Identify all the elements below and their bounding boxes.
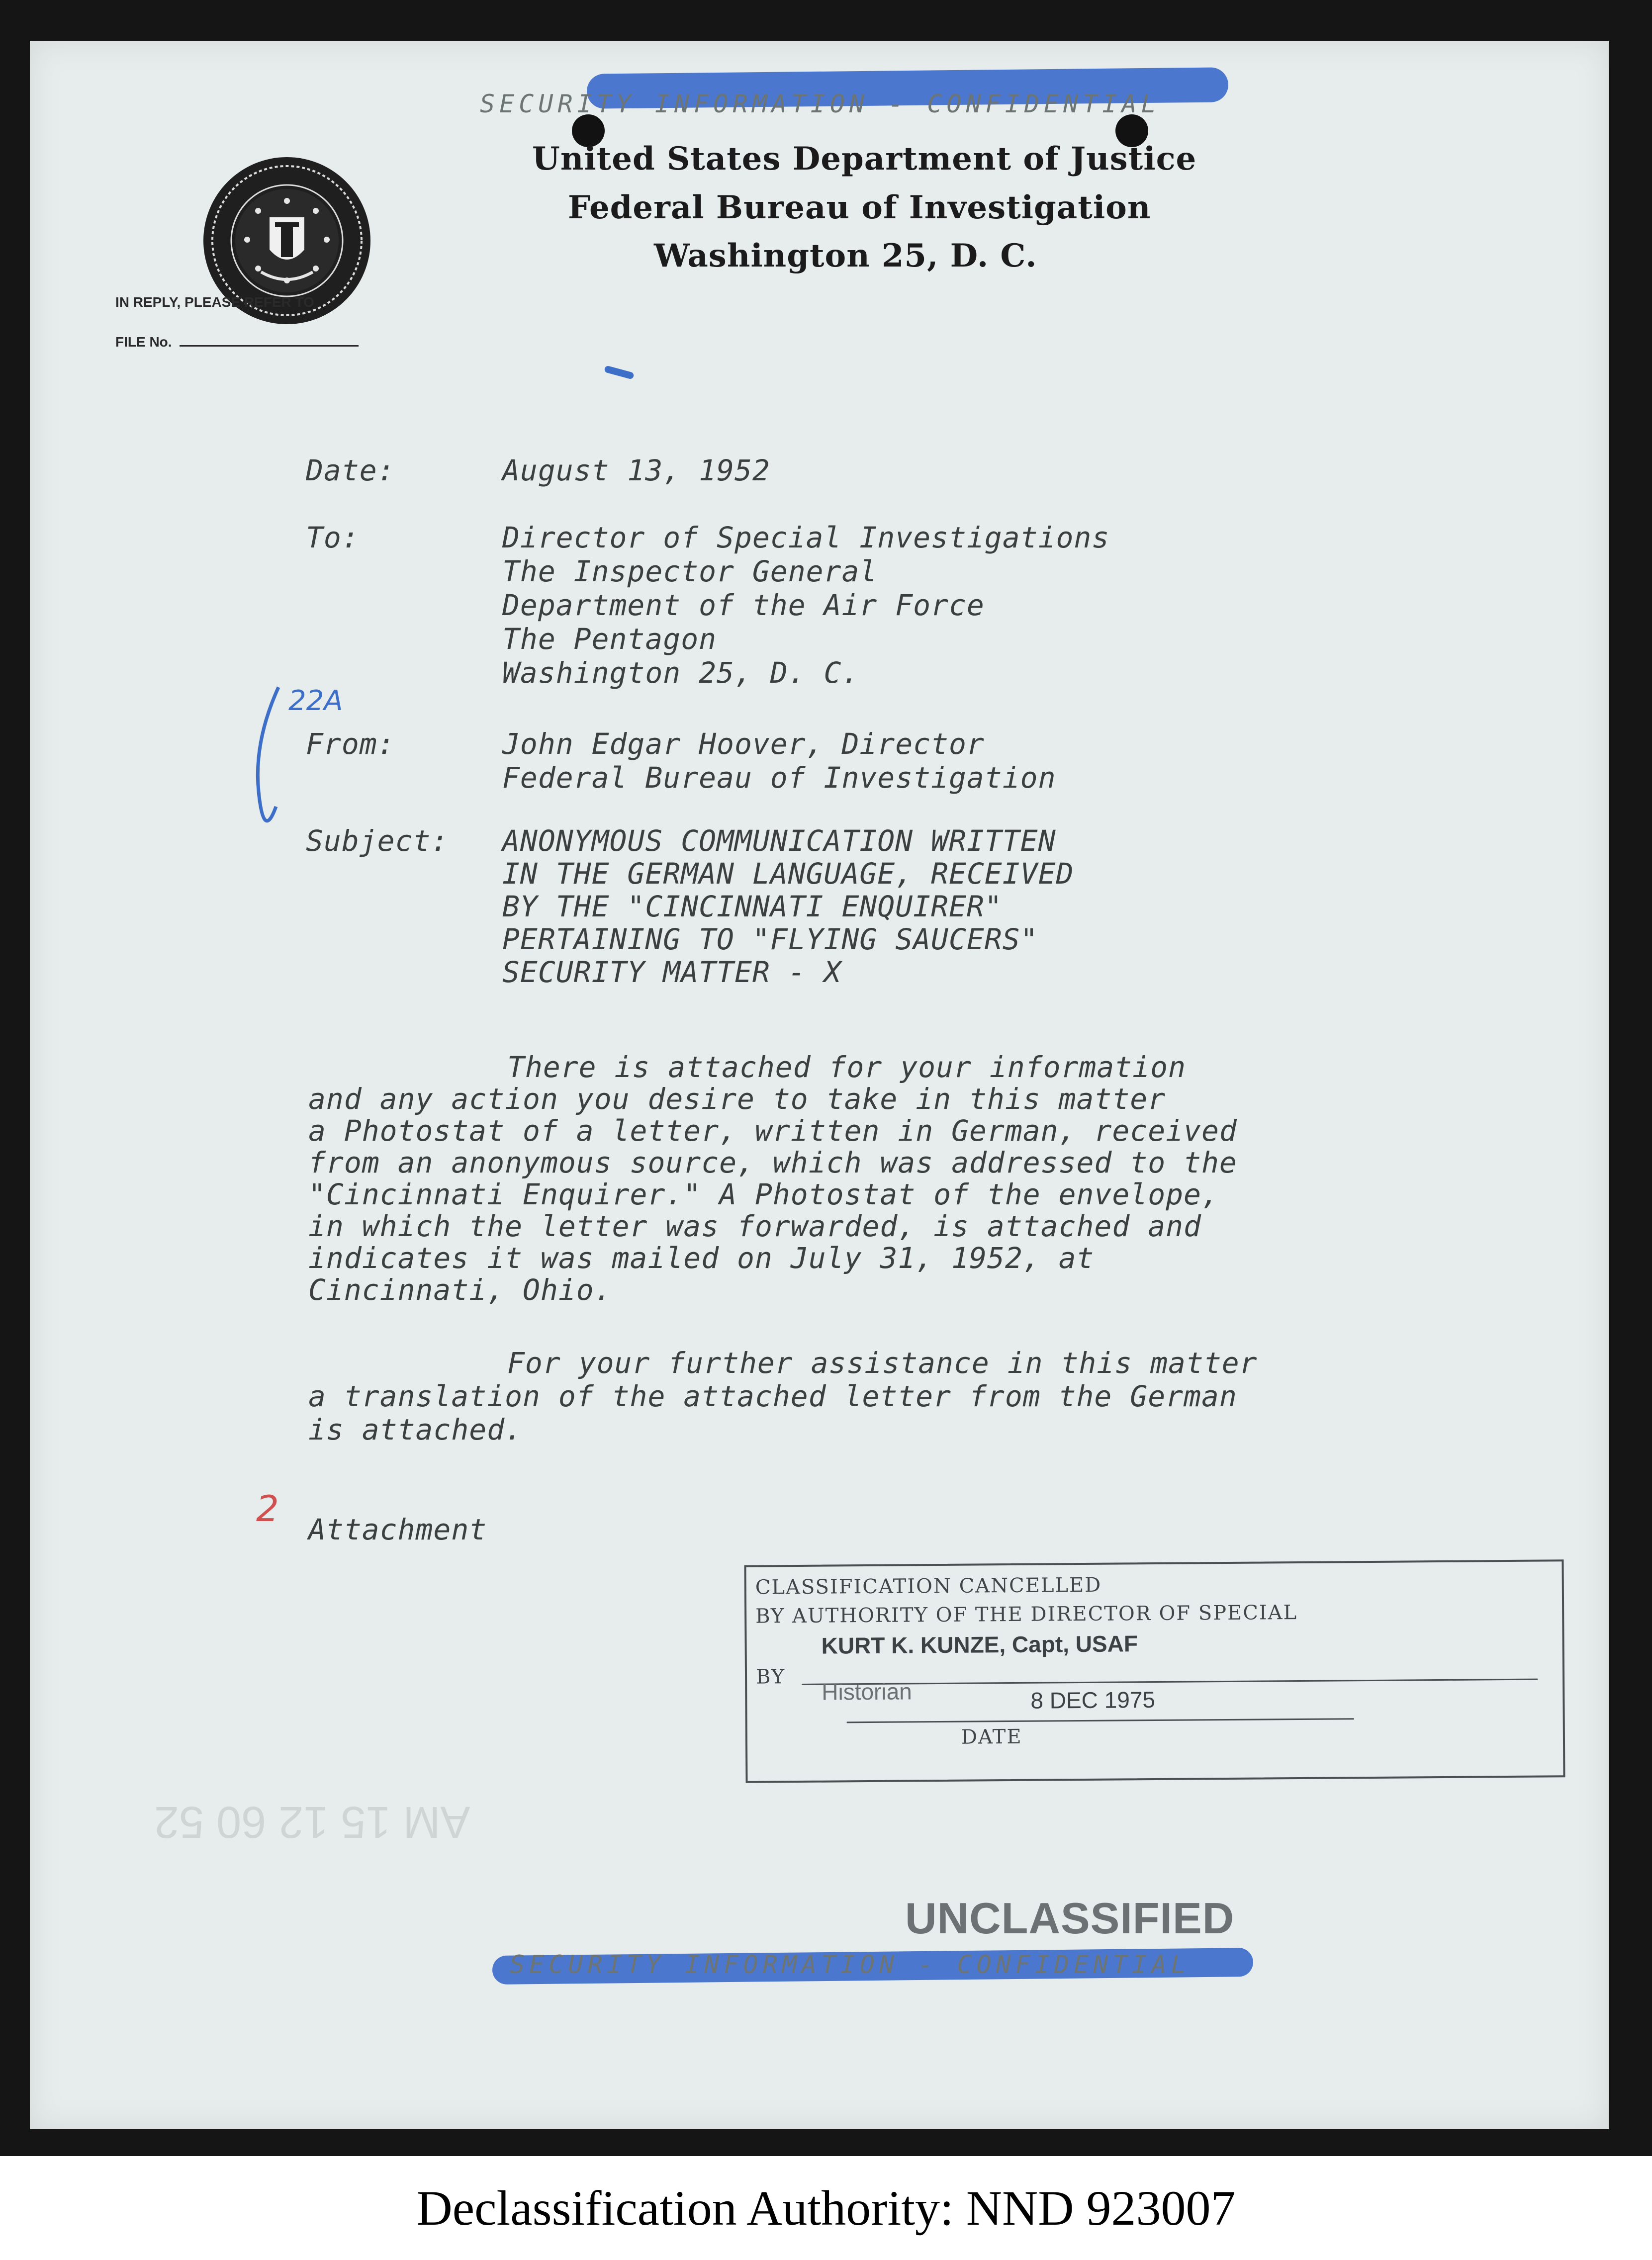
to-line: Department of the Air Force bbox=[502, 588, 985, 622]
to-line: The Pentagon bbox=[502, 622, 717, 656]
stamp-line-1: CLASSIFICATION CANCELLED bbox=[755, 1573, 1102, 1599]
body-line: from an anonymous source, which was addressed to the bbox=[308, 1146, 1237, 1179]
to-label: To: bbox=[306, 521, 360, 554]
reply-refer-label: IN REPLY, PLEASE REFER TO bbox=[115, 294, 314, 310]
blue-pencil-bracket bbox=[249, 682, 288, 851]
body-line: is attached. bbox=[308, 1413, 523, 1446]
stamp-by-line bbox=[802, 1679, 1538, 1685]
declassification-footer: Declassification Authority: NND 923007 bbox=[416, 2180, 1236, 2236]
stamp-name: KURT K. KUNZE, Capt, USAF bbox=[821, 1630, 1138, 1659]
body-line: a Photostat of a letter, written in German, received bbox=[308, 1114, 1237, 1148]
stamp-line-2: BY AUTHORITY OF THE DIRECTOR OF SPECIAL bbox=[755, 1601, 1298, 1628]
attachment-label: Attachment bbox=[308, 1513, 487, 1546]
subject-line: SECURITY MATTER - X bbox=[502, 955, 842, 989]
security-banner-top: SECURITY INFORMATION - CONFIDENTIAL bbox=[480, 90, 1161, 118]
body-line: and any action you desire to take in this matter bbox=[308, 1082, 1166, 1116]
bleed-through-text: AM 15 12 60 52 bbox=[154, 1797, 470, 1847]
body-line: For your further assistance in this matter bbox=[507, 1346, 1258, 1380]
file-number-line bbox=[180, 345, 359, 347]
date-value: August 13, 1952 bbox=[502, 453, 770, 487]
body-line: "Cincinnati Enquirer." A Photostat of the envelope, bbox=[308, 1177, 1219, 1211]
red-pencil-mark: 2 bbox=[256, 1488, 279, 1530]
bureau-heading: Federal Bureau of Investigation bbox=[568, 189, 1151, 226]
blue-ink-fleck bbox=[604, 365, 635, 379]
date-label: Date: bbox=[306, 453, 395, 487]
subject-line: IN THE GERMAN LANGUAGE, RECEIVED bbox=[502, 857, 1074, 891]
declassification-stamp bbox=[744, 1559, 1565, 1783]
file-number-label bbox=[115, 334, 359, 350]
stamp-date-line bbox=[847, 1718, 1354, 1723]
security-banner-bottom: SECURITY INFORMATION - CONFIDENTIAL bbox=[510, 1950, 1191, 1979]
unclassified-stamp: UNCLASSIFIED bbox=[905, 1894, 1235, 1943]
to-line: The Inspector General bbox=[502, 554, 878, 588]
body-line: Cincinnati, Ohio. bbox=[308, 1273, 612, 1307]
stamp-date-label: DATE bbox=[961, 1725, 1022, 1749]
city-heading: Washington 25, D. C. bbox=[654, 237, 1037, 274]
body-line: There is attached for your information bbox=[507, 1050, 1186, 1084]
document-page bbox=[30, 41, 1609, 2129]
from-label: From: bbox=[306, 727, 395, 761]
body-line: indicates it was mailed on July 31, 1952, at bbox=[308, 1241, 1095, 1275]
subject-line: PERTAINING TO "FLYING SAUCERS" bbox=[502, 922, 1038, 956]
department-heading: United States Department of Justice bbox=[532, 140, 1197, 178]
stamp-title: Historian bbox=[822, 1678, 912, 1705]
stamp-by-label: BY bbox=[755, 1665, 786, 1689]
to-line: Director of Special Investigations bbox=[502, 521, 1110, 554]
file-number-text: FILE No. bbox=[115, 334, 172, 350]
to-line: Washington 25, D. C. bbox=[502, 656, 860, 690]
subject-line: BY THE "CINCINNATI ENQUIRER" bbox=[502, 890, 1003, 923]
stamp-date-value: 8 DEC 1975 bbox=[1030, 1686, 1156, 1714]
body-line: a translation of the attached letter from the German bbox=[308, 1379, 1237, 1413]
subject-label: Subject: bbox=[306, 824, 449, 858]
from-line: John Edgar Hoover, Director bbox=[502, 727, 985, 761]
margin-note-22a: 22A bbox=[288, 685, 343, 717]
subject-line: ANONYMOUS COMMUNICATION WRITTEN bbox=[502, 824, 1056, 858]
body-line: in which the letter was forwarded, is attached and bbox=[308, 1209, 1201, 1243]
from-line: Federal Bureau of Investigation bbox=[502, 761, 1056, 795]
